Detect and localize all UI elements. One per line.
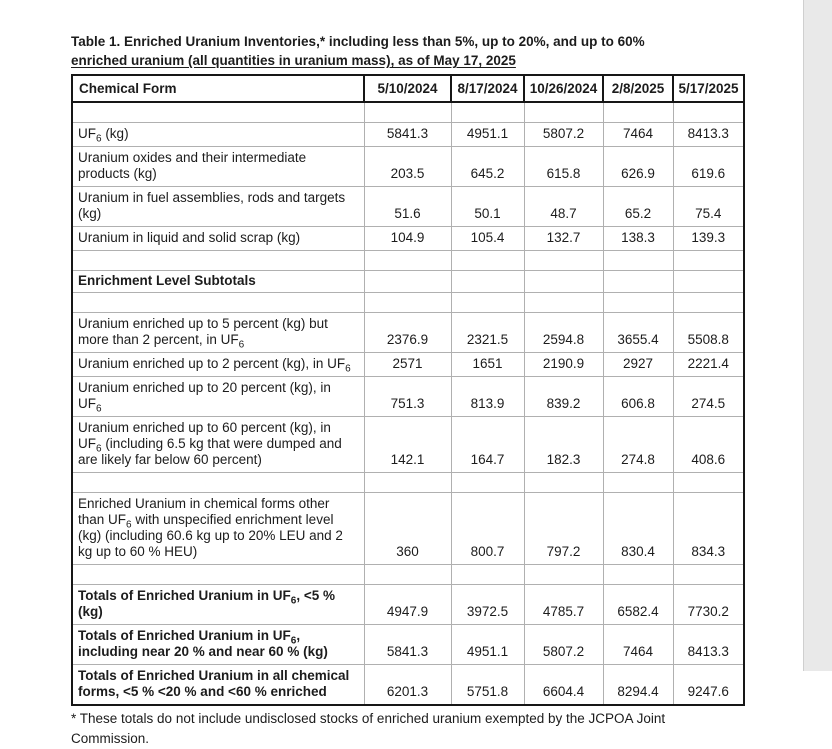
value-cell: 7464 — [603, 625, 673, 665]
value-cell — [673, 102, 744, 123]
value-cell — [673, 271, 744, 293]
page-edge-gutter — [803, 0, 832, 671]
value-cell: 1651 — [451, 353, 524, 377]
value-cell — [603, 293, 673, 313]
column-header-date: 5/10/2024 — [364, 75, 451, 102]
value-cell: 626.9 — [603, 147, 673, 187]
footnote: * These totals do not include undisclosed stocks of enriched uranium exempted by the JCPOA Joint Commission. — [71, 711, 666, 746]
value-cell — [673, 565, 744, 585]
value-cell: 8294.4 — [603, 665, 673, 706]
document-page — [71, 32, 744, 749]
value-cell: 4785.7 — [524, 585, 603, 625]
value-cell: 274.8 — [603, 417, 673, 473]
value-cell — [364, 102, 451, 123]
spacer-row — [72, 251, 744, 271]
value-cell — [603, 271, 673, 293]
table-row — [72, 313, 744, 353]
value-cell: 5807.2 — [524, 123, 603, 147]
value-cell: 830.4 — [603, 493, 673, 565]
spacer-row — [72, 565, 744, 585]
value-cell: 2571 — [364, 353, 451, 377]
value-cell: 4947.9 — [364, 585, 451, 625]
table-title — [71, 32, 744, 70]
row-label: Uranium enriched up to 20 percent (kg), in $UF_6$ — [72, 377, 364, 417]
value-cell — [451, 102, 524, 123]
value-cell: 182.3 — [524, 417, 603, 473]
row-label — [72, 102, 364, 123]
value-cell — [673, 473, 744, 493]
table-body — [72, 102, 744, 705]
spacer-row — [72, 293, 744, 313]
value-cell: 75.4 — [673, 187, 744, 227]
value-cell — [364, 565, 451, 585]
value-cell: 164.7 — [451, 417, 524, 473]
table-row — [72, 147, 744, 187]
value-cell: 4951.1 — [451, 123, 524, 147]
value-cell: 2594.8 — [524, 313, 603, 353]
value-cell — [603, 473, 673, 493]
value-cell — [524, 473, 603, 493]
value-cell: 7730.2 — [673, 585, 744, 625]
value-cell — [673, 293, 744, 313]
value-cell: 8413.3 — [673, 123, 744, 147]
value-cell — [451, 473, 524, 493]
row-label — [72, 473, 364, 493]
table-row — [72, 493, 744, 565]
value-cell — [364, 271, 451, 293]
value-cell: 800.7 — [451, 493, 524, 565]
value-cell — [451, 271, 524, 293]
row-label: Uranium enriched up to 5 percent (kg) but more than 2 percent, in $UF_6$ — [72, 313, 364, 353]
value-cell: 5841.3 — [364, 625, 451, 665]
table-title-line1: Table 1. Enriched Uranium Inventories,* including less than 5%, up to 20%, and up to 60% — [71, 34, 645, 49]
value-cell: 3655.4 — [603, 313, 673, 353]
row-label: $UF_6$ (kg) — [72, 123, 364, 147]
value-cell — [524, 565, 603, 585]
value-cell — [524, 271, 603, 293]
row-label: Uranium enriched up to 2 percent (kg), in $UF_6$ — [72, 353, 364, 377]
value-cell — [673, 251, 744, 271]
row-label: Uranium enriched up to 60 percent (kg), in $UF_6$ (including 6.5 kg that were dumped and are likely far below 60 percent) — [72, 417, 364, 473]
value-cell: 6604.4 — [524, 665, 603, 706]
value-cell — [603, 102, 673, 123]
value-cell: 839.2 — [524, 377, 603, 417]
value-cell — [451, 251, 524, 271]
value-cell: 5751.8 — [451, 665, 524, 706]
value-cell — [524, 102, 603, 123]
column-header-date: 8/17/2024 — [451, 75, 524, 102]
row-label — [72, 293, 364, 313]
column-header-date: 10/26/2024 — [524, 75, 603, 102]
value-cell: 751.3 — [364, 377, 451, 417]
table-row — [72, 271, 744, 293]
inventory-table — [71, 74, 745, 706]
value-cell — [524, 293, 603, 313]
value-cell: 48.7 — [524, 187, 603, 227]
value-cell — [451, 565, 524, 585]
value-cell: 4951.1 — [451, 625, 524, 665]
row-label: Totals of Enriched Uranium in all chemical forms, <5 % <20 % and <60 % enriched — [72, 665, 364, 706]
table-row — [72, 123, 744, 147]
value-cell: 5508.8 — [673, 313, 744, 353]
value-cell — [364, 251, 451, 271]
value-cell: 51.6 — [364, 187, 451, 227]
value-cell: 615.8 — [524, 147, 603, 187]
value-cell — [451, 293, 524, 313]
spacer-row — [72, 102, 744, 123]
table-row — [72, 187, 744, 227]
value-cell: 645.2 — [451, 147, 524, 187]
value-cell: 834.3 — [673, 493, 744, 565]
value-cell: 813.9 — [451, 377, 524, 417]
value-cell: 138.3 — [603, 227, 673, 251]
column-header-chemical-form: Chemical Form — [72, 75, 364, 102]
value-cell: 3972.5 — [451, 585, 524, 625]
row-label: Uranium in liquid and solid scrap (kg) — [72, 227, 364, 251]
value-cell: 2190.9 — [524, 353, 603, 377]
row-label — [72, 251, 364, 271]
value-cell: 139.3 — [673, 227, 744, 251]
value-cell: 619.6 — [673, 147, 744, 187]
value-cell — [364, 473, 451, 493]
value-cell: 5807.2 — [524, 625, 603, 665]
spacer-row — [72, 473, 744, 493]
value-cell — [364, 293, 451, 313]
value-cell: 606.8 — [603, 377, 673, 417]
value-cell: 2927 — [603, 353, 673, 377]
table-row — [72, 353, 744, 377]
row-label: Uranium oxides and their intermediate products (kg) — [72, 147, 364, 187]
value-cell: 203.5 — [364, 147, 451, 187]
value-cell: 8413.3 — [673, 625, 744, 665]
value-cell: 142.1 — [364, 417, 451, 473]
table-header-row — [72, 75, 744, 102]
row-label: Uranium in fuel assemblies, rods and targets (kg) — [72, 187, 364, 227]
value-cell: 105.4 — [451, 227, 524, 251]
table-row — [72, 625, 744, 665]
value-cell: 408.6 — [673, 417, 744, 473]
value-cell: 5841.3 — [364, 123, 451, 147]
value-cell: 9247.6 — [673, 665, 744, 706]
value-cell: 65.2 — [603, 187, 673, 227]
table-row — [72, 417, 744, 473]
value-cell: 6582.4 — [603, 585, 673, 625]
value-cell: 6201.3 — [364, 665, 451, 706]
value-cell: 360 — [364, 493, 451, 565]
value-cell: 274.5 — [673, 377, 744, 417]
table-title-line2: enriched uranium (all quantities in uranium mass), as of May 17, 2025 — [71, 53, 516, 68]
column-header-date: 2/8/2025 — [603, 75, 673, 102]
value-cell: 2321.5 — [451, 313, 524, 353]
value-cell: 797.2 — [524, 493, 603, 565]
row-label: Enrichment Level Subtotals — [72, 271, 364, 293]
value-cell: 2221.4 — [673, 353, 744, 377]
value-cell — [603, 565, 673, 585]
value-cell — [603, 251, 673, 271]
row-label: Totals of Enriched Uranium in $UF_6$, <5 % (kg) — [72, 585, 364, 625]
column-header-date: 5/17/2025 — [673, 75, 744, 102]
table-row — [72, 377, 744, 417]
row-label — [72, 565, 364, 585]
value-cell: 104.9 — [364, 227, 451, 251]
value-cell: 2376.9 — [364, 313, 451, 353]
table-row — [72, 227, 744, 251]
row-label: Enriched Uranium in chemical forms other than $UF_6$ with unspecified enrichment level (kg) (including 60.6 kg up to 20% LEU and 2 kg up to 60 % HEU) — [72, 493, 364, 565]
value-cell: 50.1 — [451, 187, 524, 227]
value-cell: 7464 — [603, 123, 673, 147]
value-cell: 132.7 — [524, 227, 603, 251]
row-label: Totals of Enriched Uranium in $UF_6$, including near 20 % and near 60 % (kg) — [72, 625, 364, 665]
table-row — [72, 585, 744, 625]
value-cell — [524, 251, 603, 271]
